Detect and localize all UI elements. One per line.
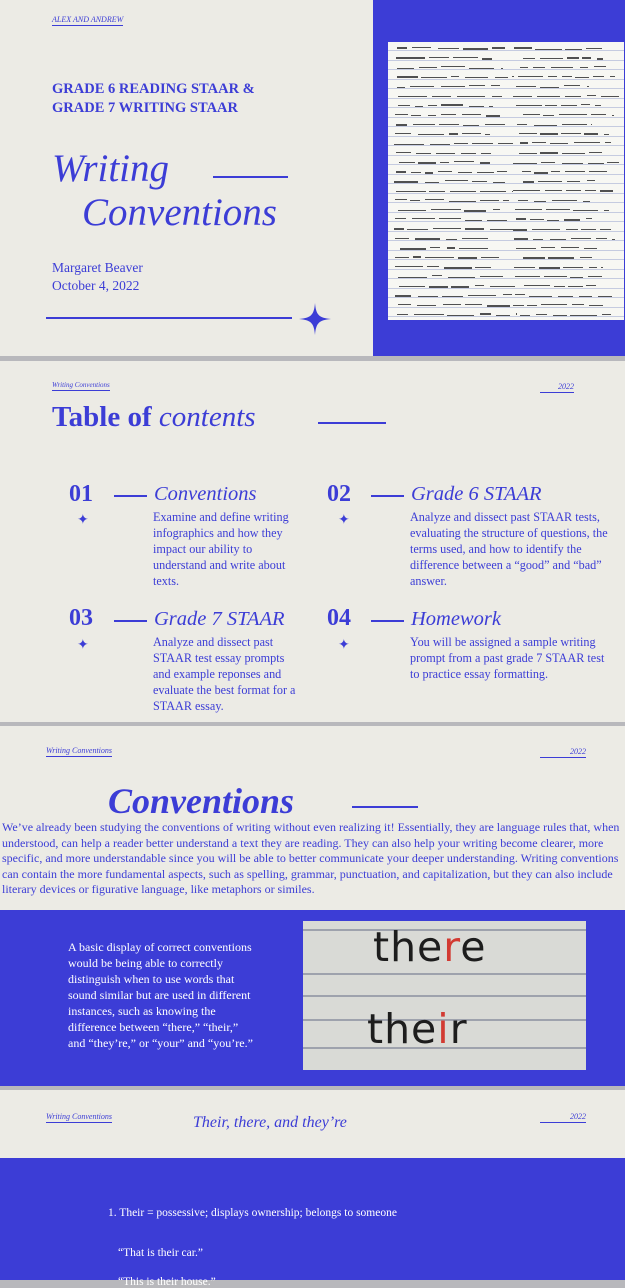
title-line-1: Writing bbox=[52, 147, 170, 190]
section-number: 01 bbox=[69, 481, 93, 507]
header-year-text: 2022 bbox=[570, 747, 586, 756]
header-year bbox=[540, 1112, 586, 1123]
sparkle-star-icon bbox=[299, 303, 331, 335]
conventions-slide bbox=[0, 726, 625, 1086]
toc-title bbox=[52, 401, 256, 434]
toc-title-italic: contents bbox=[158, 401, 256, 433]
section-rule bbox=[371, 495, 404, 497]
section-title: Homework bbox=[411, 608, 501, 630]
their-there-theyre-slide bbox=[0, 1090, 625, 1288]
section-rule bbox=[371, 620, 404, 622]
header-year-text: 2022 bbox=[558, 382, 574, 391]
sparkle-star-icon: ✦ bbox=[77, 513, 89, 528]
section-title: Grade 7 STAAR bbox=[154, 608, 285, 630]
section-description: You will be assigned a sample writing prompt from a past grade 7 STAAR test to practice essay formatting. bbox=[410, 635, 605, 681]
sparkle-star-icon: ✦ bbox=[338, 513, 350, 528]
title-line-2: Conventions bbox=[82, 191, 277, 234]
section-title: Conventions bbox=[154, 483, 257, 505]
header-left-text: Writing Conventions bbox=[46, 746, 112, 755]
bottom-rule bbox=[46, 317, 292, 319]
slide-title: Conventions bbox=[108, 781, 295, 821]
there-their-photo bbox=[303, 921, 586, 1070]
header-left-text: Writing Conventions bbox=[52, 381, 110, 389]
header-year bbox=[540, 382, 574, 393]
section-number: 02 bbox=[327, 481, 351, 507]
band-text: A basic display of correct conventions would be being able to correctly distinguish when to use words that sound similar but are used in different instances, such as knowing the difference between “there,” “their,” and “they’re,” or “your” and “you’re.” bbox=[68, 940, 253, 1050]
section-title: Grade 6 STAAR bbox=[411, 483, 542, 505]
subtitle-line-1: GRADE 6 READING STAAR & bbox=[52, 81, 255, 97]
word-their: their bbox=[367, 1005, 468, 1053]
title-rule bbox=[352, 806, 418, 808]
section-rule bbox=[114, 495, 147, 497]
author-block bbox=[52, 259, 143, 295]
table-of-contents-slide bbox=[0, 361, 625, 722]
title-rule bbox=[213, 176, 288, 178]
section-number: 03 bbox=[69, 605, 93, 631]
header-left-text: ALEX AND ANDREW bbox=[52, 15, 124, 24]
list-item: 1. Their = possessive; displays ownership; belongs to someone bbox=[108, 1207, 397, 1219]
slide-title: Their, there, and they’re bbox=[193, 1114, 347, 1131]
section-number: 04 bbox=[327, 605, 351, 631]
sparkle-star-icon: ✦ bbox=[338, 638, 350, 653]
handwritten-sample-image bbox=[388, 42, 624, 320]
section-description: Analyze and dissect past STAAR test essay prompts and example reponses and evaluate the best format for a STAAR essay. bbox=[153, 635, 296, 713]
author-name: Margaret Beaver bbox=[52, 260, 143, 275]
toc-title-bold: Table of bbox=[52, 401, 152, 433]
sparkle-star-icon: ✦ bbox=[77, 638, 89, 653]
header-left bbox=[52, 381, 110, 391]
header-left bbox=[46, 746, 112, 757]
section-description: Analyze and dissect past STAAR tests, evaluating the structure of questions, the terms used, and how to identify the difference between a “good” and “bad” answer. bbox=[410, 510, 608, 588]
title-slide bbox=[0, 0, 625, 356]
header-year bbox=[540, 747, 586, 758]
example-quote: “This is their house.” bbox=[118, 1276, 216, 1288]
subtitle bbox=[52, 80, 255, 118]
toc-title-rule bbox=[318, 422, 386, 424]
word-there: there bbox=[373, 923, 487, 971]
section-description: Examine and define writing infographics and how they impact our ability to understand and write about texts. bbox=[153, 510, 289, 588]
header-left bbox=[52, 15, 123, 26]
presentation-date: October 4, 2022 bbox=[52, 278, 140, 293]
example-quote: “That is their car.” bbox=[118, 1247, 203, 1259]
body-text: We’ve already been studying the conventions of writing without even realizing it! Essentially, they are language rules that, when understood, can help a reader better understand a text they are reading. They can also help your writing become clearer, more specific, and more understandable since you will be able to better communicate your deeper understanding. Writing conventions can contain the more fundamental aspects, such as spelling, grammar, punctuation, and capitalization, but they can also include literary devices or figurative language, like metaphors or similes. bbox=[2, 820, 620, 897]
section-rule bbox=[114, 620, 147, 622]
header-year-text: 2022 bbox=[570, 1112, 586, 1121]
subtitle-line-2: GRADE 7 WRITING STAAR bbox=[52, 100, 238, 116]
header-left-text: Writing Conventions bbox=[46, 1112, 112, 1121]
header-left bbox=[46, 1112, 112, 1123]
